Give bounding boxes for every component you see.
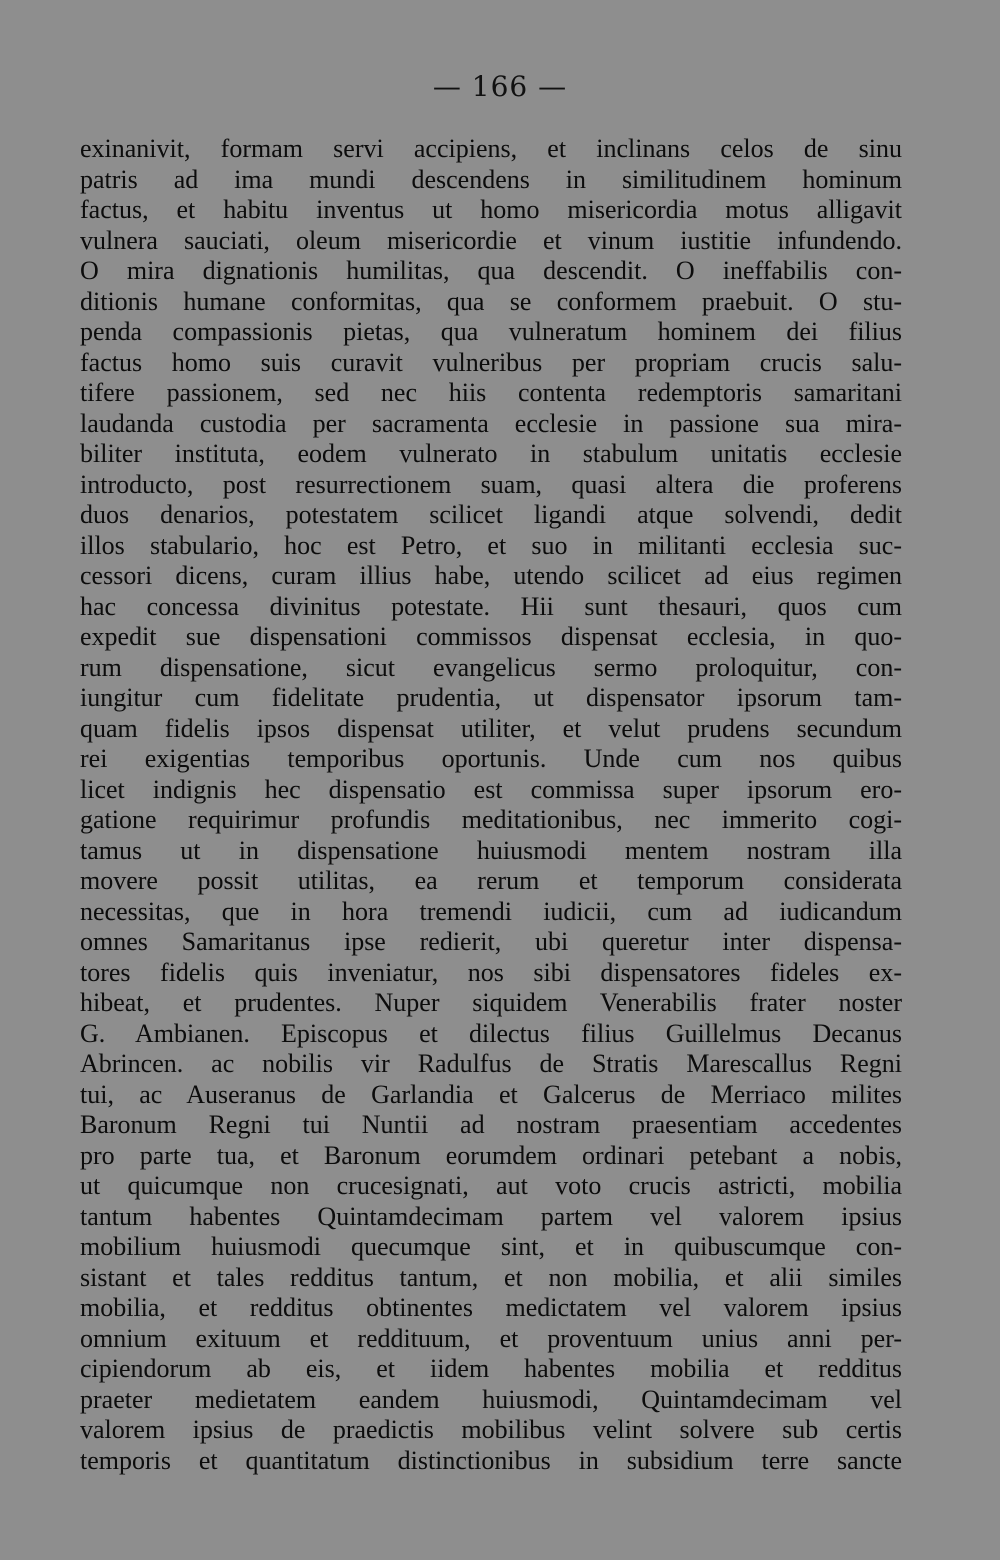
text-line: cipiendorum ab eis, et iidem habentes mobilia et redditus [80,1354,902,1383]
text-line: hac concessa divinitus potestate. Hii sunt thesauri, quos cum [80,591,902,621]
text-line: tui, ac Auseranus de Garlandia et Galcerus de Merriaco milites [80,1079,902,1109]
text-line: tores fidelis quis inveniatur, nos sibi dispensatores fideles ex- [80,957,902,987]
text-line: licet indignis hec dispensatio est commissa super ipsorum ero- [80,774,902,804]
text-line: Baronum Regni tui Nuntii ad nostram praesentiam accedentes [80,1110,902,1139]
text-line: tamus ut in dispensatione huiusmodi mentem nostram illa [80,835,902,865]
text-line: laudanda custodia per sacramenta ecclesie in passione sua mira- [80,408,902,438]
text-line: valorem ipsius de praedictis mobilibus velint solvere sub certis [80,1415,902,1444]
text-line: temporis et quantitatum distinctionibus in subsidium terre sancte [80,1445,902,1475]
text-line: hibeat, et prudentes. Nuper siquidem Venerabilis frater noster [80,988,902,1017]
text-line: cessori dicens, curam illius habe, utendo scilicet ad eius regimen [80,561,902,590]
body-text [80,134,902,1476]
text-line: introducto, post resurrectionem suam, quasi altera die proferens [80,469,902,499]
text-line: ditionis humane conformitas, qua se conformem praebuit. O stu- [80,286,902,316]
text-line: quam fidelis ipsos dispensat utiliter, et velut prudens secundum [80,713,902,743]
text-line: vulnera sauciati, oleum misericordie et vinum iustitie infundendo. [80,225,902,255]
text-line: sistant et tales redditus tantum, et non mobilia, et alii similes [80,1262,902,1292]
text-line: tantum habentes Quintamdecimam partem vel valorem ipsius [80,1201,902,1231]
text-line: factus, et habitu inventus ut homo misericordia motus alligavit [80,195,902,224]
text-line: penda compassionis pietas, qua vulneratum hominem dei filius [80,317,902,346]
text-line: omnes Samaritanus ipse redierit, ubi queretur inter dispensa- [80,927,902,956]
text-line: pro parte tua, et Baronum eorumdem ordinari petebant a nobis, [80,1140,902,1170]
text-line: praeter medietatem eandem huiusmodi, Quintamdecimam vel [80,1384,902,1414]
text-line: movere possit utilitas, ea rerum et temporum considerata [80,866,902,895]
text-line: G. Ambianen. Episcopus et dilectus filius Guillelmus Decanus [80,1018,902,1048]
text-line: rei exigentias temporibus oportunis. Unde cum nos quibus [80,744,902,773]
text-line: ut quicumque non crucesignati, aut voto crucis astricti, mobilia [80,1171,902,1200]
text-line: expedit sue dispensationi commissos dispensat ecclesia, in quo- [80,622,902,651]
text-line: O mira dignationis humilitas, qua descendit. O ineffabilis con- [80,256,902,285]
text-line: necessitas, que in hora tremendi iudicii, cum ad iudicandum [80,896,902,926]
text-line: iungitur cum fidelitate prudentia, ut dispensator ipsorum tam- [80,683,902,712]
text-line: tifere passionem, sed nec hiis contenta redemptoris samaritani [80,378,902,407]
text-line: biliter instituta, eodem vulnerato in stabulum unitatis ecclesie [80,439,902,468]
text-line: illos stabulario, hoc est Petro, et suo in militanti ecclesia suc- [80,530,902,560]
text-line: exinanivit, formam servi accipiens, et inclinans celos de sinu [80,134,902,163]
text-line: omnium exituum et reddituum, et proventuum unius anni per- [80,1323,902,1353]
text-line: patris ad ima mundi descendens in similitudinem hominum [80,164,902,194]
text-line: factus homo suis curavit vulneribus per propriam crucis salu- [80,347,902,377]
text-line: mobilia, et redditus obtinentes medictatem vel valorem ipsius [80,1293,902,1322]
page-number: — 166 — [432,70,568,103]
text-line: duos denarios, potestatem scilicet ligandi atque solvendi, dedit [80,500,902,529]
text-line: Abrincen. ac nobilis vir Radulfus de Stratis Marescallus Regni [80,1049,902,1078]
text-line: rum dispensatione, sicut evangelicus sermo proloquitur, con- [80,652,902,682]
text-line: gatione requirimur profundis meditationibus, nec immerito cogi- [80,805,902,834]
text-line: mobilium huiusmodi quecumque sint, et in quibuscumque con- [80,1232,902,1261]
